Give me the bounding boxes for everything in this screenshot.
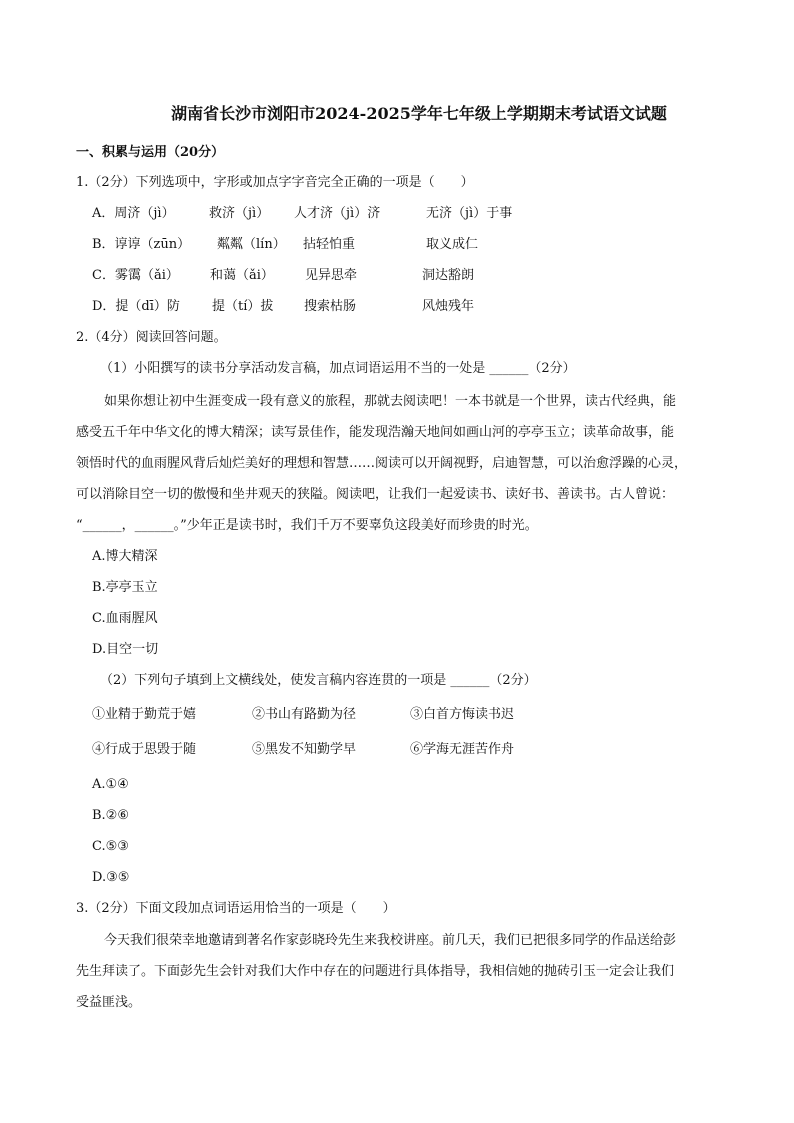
- sub2-option-d: D.③⑤: [92, 870, 130, 885]
- sub1-option-b: B.亭亭玉立: [92, 580, 158, 595]
- passage-line: 可以消除目空一切的傲慢和坐井观天的狭隘。阅读吧，让我们一起爱读书、读好书、善读书。古人曾说：: [76, 487, 675, 502]
- passage-line: “______，______。”少年正是读书时，我们千万不要辜负这段美好而珍贵的时光。: [76, 518, 538, 533]
- sub1-option-c: C.血雨腥风: [92, 611, 158, 626]
- sub2-option-a: A.①④: [92, 777, 129, 792]
- passage-line: 领悟时代的血雨腥风背后灿烂美好的理想和智慧……阅读可以开阔视野，启迪智慧，可以治愈浮躁的心灵，: [76, 456, 688, 471]
- sub1-option-a: A.博大精深: [92, 549, 158, 564]
- sub2-option-b: B.②⑥: [92, 808, 129, 823]
- question-2-sub1: （1）小阳撰写的读书分享活动发言稿，加点词语运用不当的一处是 ______（2分）: [100, 361, 576, 376]
- passage-line: 如果你想让初中生涯变成一段有意义的旅程，那就去阅读吧！一本书就是一个世界，读古代经典，能: [104, 394, 677, 409]
- passage-line: 感受五千年中华文化的博大精深；读写景佳作，能发现浩瀚天地间如画山河的亭亭玉立；读革命故事，能: [76, 425, 675, 440]
- passage-line: 先生拜读了。下面彭先生会针对我们大作中存在的问题进行具体指导，我相信她的抛砖引玉一定会让我们: [76, 964, 675, 979]
- question-2-sub2: （2）下列句子填到上文横线处，使发言稿内容连贯的一项是 ______（2分）: [100, 673, 537, 688]
- passage-line: 受益匪浅。: [76, 995, 142, 1010]
- document-page: 湖南省长沙市浏阳市2024-2025学年七年级上学期期末考试语文试题 一、积累与运用（20分） 1.（2分）下列选项中，字形或加点字字音完全正确的一项是（ ） A．周济（jì） 救济（jì） 人才济（jì）济 无济（jì）于事 B．谆谆（zūn） 粼粼（lín） 拈轻怕重 取义成仁 C．雾霭（ǎi） 和蔼（ǎi） 见异思牵 洞达豁朗 D．提（dī）防 提（tí）拔 搜索枯肠 风烛残年 2.（4分）阅读回答问题。 （1）小阳撰写的读书分享活动发言稿，加点词语运用不当的一处是 ______（2分） 如果你想让初中生涯变成一段有意义的旅程，那就去阅读吧！一本书就是一个世界，读古代经典，能 感受五千年中华文化的博大精深；读写景佳作，能发现浩瀚天地间如画山河的亭亭玉立；读革命故事，能 领悟时代的血雨腥风背后灿烂美好的理想和智慧……阅读可以开阔视野，启迪智慧，可以治愈浮躁的心灵， 可以消除目空一切的傲慢和坐井观天的狭隘。阅读吧，让我们一起爱读书、读好书、善读书。古人曾说： “______，______。”少年正是读书时，我们千万不要辜负这段美好而珍贵的时光。 A.博大精深 B.亭亭玉立 C.血雨腥风 D.目空一切 （2）下列句子填到上文横线处，使发言稿内容连贯的一项是 ______（2分） ①业精于勤荒于嬉 ②书山有路勤为径 ③白首方悔读书迟 ④行成于思毁于随 ⑤黑发不知勤学早 ⑥学海无涯苦作舟 A.①④ B.②⑥ C.⑤③ D.③⑤ 3.（2分）下面文段加点词语运用恰当的一项是（ ） 今天我们很荣幸地邀请到著名作家彭晓玲先生来我校讲座。前几天，我们已把很多同学的作品送给彭 先生拜读了。下面彭先生会针对我们大作中存在的问题进行具体指导，我相信她的抛砖引玉一定会让我们 受益匪浅。: [0, 0, 794, 1123]
- question-2-stem: 2.（4分）阅读回答问题。: [76, 330, 227, 345]
- question-1-stem: 1.（2分）下列选项中，字形或加点字字音完全正确的一项是（ ）: [76, 175, 474, 190]
- question-3-stem: 3.（2分）下面文段加点词语运用恰当的一项是（ ）: [76, 901, 396, 916]
- passage-line: 今天我们很荣幸地邀请到著名作家彭晓玲先生来我校讲座。前几天，我们已把很多同学的作品送给彭: [104, 933, 677, 948]
- section-heading: 一、积累与运用（20分）: [76, 145, 225, 160]
- sub1-option-d: D.目空一切: [92, 642, 159, 657]
- sub2-option-c: C.⑤③: [92, 839, 129, 854]
- page-title: 湖南省长沙市浏阳市2024-2025学年七年级上学期期末考试语文试题: [171, 104, 667, 123]
